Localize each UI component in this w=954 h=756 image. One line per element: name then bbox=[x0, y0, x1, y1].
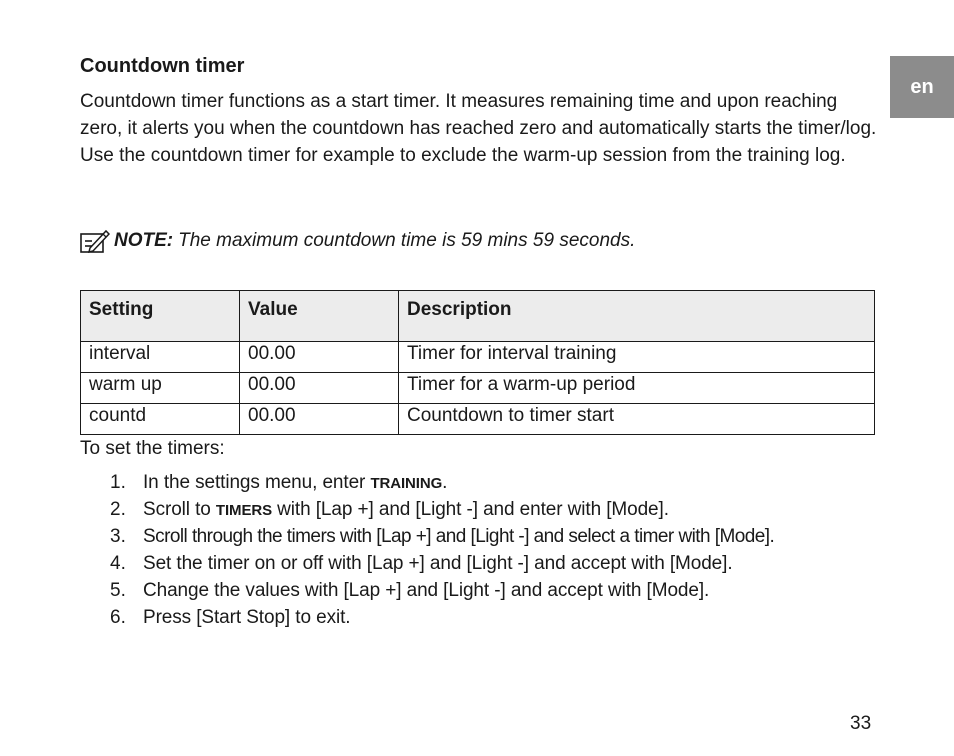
list-item bbox=[80, 550, 880, 577]
language-tab-label: en bbox=[910, 75, 934, 98]
list-item bbox=[80, 469, 880, 496]
header-setting: Setting bbox=[81, 291, 240, 342]
cell-setting: countd bbox=[81, 404, 240, 435]
step-text: Scroll through the timers with [Lap +] and [Light -] and select a timer with [Mode]. bbox=[143, 526, 775, 547]
step-number: 2. bbox=[110, 499, 126, 520]
cell-setting: interval bbox=[81, 342, 240, 373]
note-text: The maximum countdown time is 59 mins 59 seconds. bbox=[178, 230, 636, 251]
menu-keyword: TRAINING bbox=[370, 475, 443, 492]
timer-settings-table bbox=[80, 290, 875, 435]
intro-paragraph: Countdown timer functions as a start timer. It measures remaining time and upon reaching zero, it alerts you when the countdown has reached zero and automatically starts the timer/log. Use the countdown timer for example to exclude the warm-up session from the training log. bbox=[80, 91, 877, 166]
list-item bbox=[80, 604, 880, 631]
table-row bbox=[81, 373, 875, 404]
cell-description: Countdown to timer start bbox=[399, 404, 875, 435]
step-number: 1. bbox=[110, 472, 126, 493]
step-number: 4. bbox=[110, 553, 126, 574]
step-number: 5. bbox=[110, 580, 126, 601]
steps-lead: To set the timers: bbox=[80, 438, 225, 459]
cell-description: Timer for a warm-up period bbox=[399, 373, 875, 404]
note-pencil-icon bbox=[80, 228, 110, 254]
note bbox=[80, 228, 635, 254]
page-number: 33 bbox=[850, 713, 872, 734]
header-description: Description bbox=[399, 291, 875, 342]
cell-value: 00.00 bbox=[240, 373, 399, 404]
step-text: Scroll to TIMERS with [Lap +] and [Light -] and enter with [Mode]. bbox=[143, 499, 669, 520]
cell-description: Timer for interval training bbox=[399, 342, 875, 373]
table-row bbox=[81, 404, 875, 435]
cell-setting: warm up bbox=[81, 373, 240, 404]
section-heading: Countdown timer bbox=[80, 55, 245, 77]
table-header-row bbox=[81, 291, 875, 342]
step-text: Press [Start Stop] to exit. bbox=[143, 607, 351, 628]
cell-value: 00.00 bbox=[240, 342, 399, 373]
step-text: Set the timer on or off with [Lap +] and [Light -] and accept with [Mode]. bbox=[143, 553, 733, 574]
list-item bbox=[80, 577, 880, 604]
list-item bbox=[80, 523, 880, 550]
header-value: Value bbox=[240, 291, 399, 342]
list-item bbox=[80, 496, 880, 523]
menu-keyword: TIMERS bbox=[215, 502, 272, 519]
note-label: NOTE: bbox=[114, 230, 174, 251]
step-number: 3. bbox=[110, 526, 126, 547]
language-tab bbox=[890, 56, 954, 118]
step-text: Change the values with [Lap +] and [Light -] and accept with [Mode]. bbox=[143, 580, 710, 601]
cell-value: 00.00 bbox=[240, 404, 399, 435]
steps-list bbox=[80, 469, 880, 631]
table-row bbox=[81, 342, 875, 373]
step-text: In the settings menu, enter TRAINING. bbox=[143, 472, 448, 493]
step-number: 6. bbox=[110, 607, 126, 628]
